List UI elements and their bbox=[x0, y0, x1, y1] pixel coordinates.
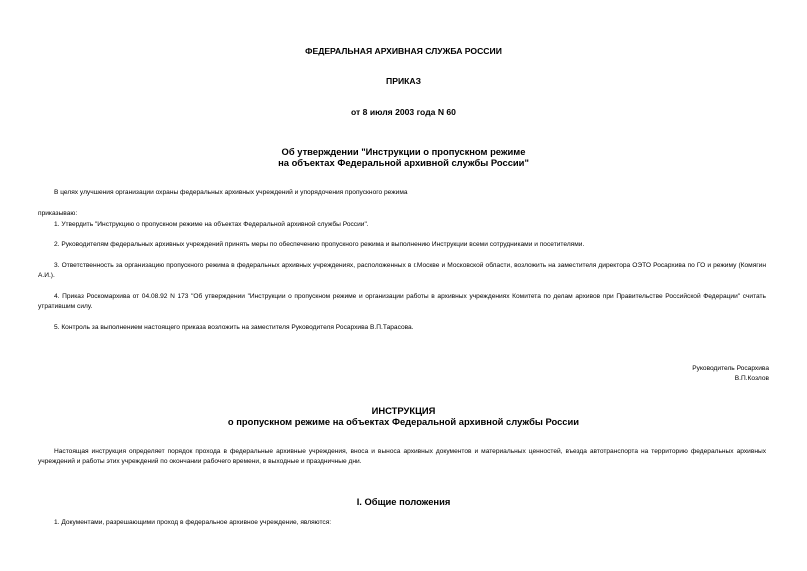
signature-block bbox=[692, 364, 769, 384]
instruction-subtitle: о пропускном режиме на объектах Федеральной архивной службы России bbox=[227, 416, 580, 427]
agency-name: ФЕДЕРАЛЬНАЯ АРХИВНАЯ СЛУЖБА РОССИИ bbox=[305, 46, 502, 56]
instruction-heading bbox=[0, 405, 807, 427]
section-1-item-1: 1. Документами, разрешающими проход в федеральное архивное учреждение, являются: bbox=[54, 519, 332, 526]
instruction-intro: Настоящая инструкция определяет порядок прохода в федеральные архивные учреждения, вноса и выноса архивных документов и материальных ценностей, въезда автотранспорта на территорию федеральных архивных учреждений и работы этих учреждений по окончании рабочего времени, в выходные и праздничные дни. bbox=[38, 448, 766, 465]
order-item-1: 1. Утвердить "Инструкцию о пропускном режиме на объектах Федеральной архивной службы России". bbox=[54, 221, 369, 228]
section-1-title: I. Общие положения bbox=[356, 496, 451, 507]
signature-position: Руководитель Росархива bbox=[692, 365, 769, 372]
preamble: В целях улучшения организации охраны федеральных архивных учреждений и упорядочения пропускного режима bbox=[54, 189, 408, 196]
order-item-5: 5. Контроль за выполнением настоящего приказа возложить на заместителя Руководителя Росархива В.П.Тарасова. bbox=[54, 324, 414, 331]
directive: приказываю: bbox=[38, 210, 78, 217]
order-item-3: 3. Ответственность за организацию пропускного режима в федеральных архивных учреждениях, расположенных в г.Москве и Московской области, возложить на заместителя директора ОЭТО Росархива по ГО и режиму (Комягин А.И.). bbox=[38, 262, 766, 279]
document-type: ПРИКАЗ bbox=[386, 76, 421, 86]
order-item-4: 4. Приказ Роскомархива от 04.08.92 N 173 "Об утверждении "Инструкции о пропускном режиме и организации работы в архивных учреждениях Комитета по делам архивов при Правительстве Российской Федерации" считать утратившим силу. bbox=[38, 293, 766, 310]
order-item-2: 2. Руководителям федеральных архивных учреждений принять меры по обеспечению пропускного режима и выполнению Инструкции всеми сотрудниками и посетителями. bbox=[54, 241, 585, 248]
order-title bbox=[0, 146, 807, 168]
signature-name: В.П.Козлов bbox=[734, 375, 769, 382]
order-title-line-1: Об утверждении "Инструкции о пропускном режиме bbox=[281, 146, 526, 157]
order-date-number: от 8 июля 2003 года N 60 bbox=[351, 107, 456, 117]
order-title-line-2: на объектах Федеральной архивной службы России" bbox=[278, 157, 529, 168]
instruction-title: ИНСТРУКЦИЯ bbox=[371, 405, 436, 416]
